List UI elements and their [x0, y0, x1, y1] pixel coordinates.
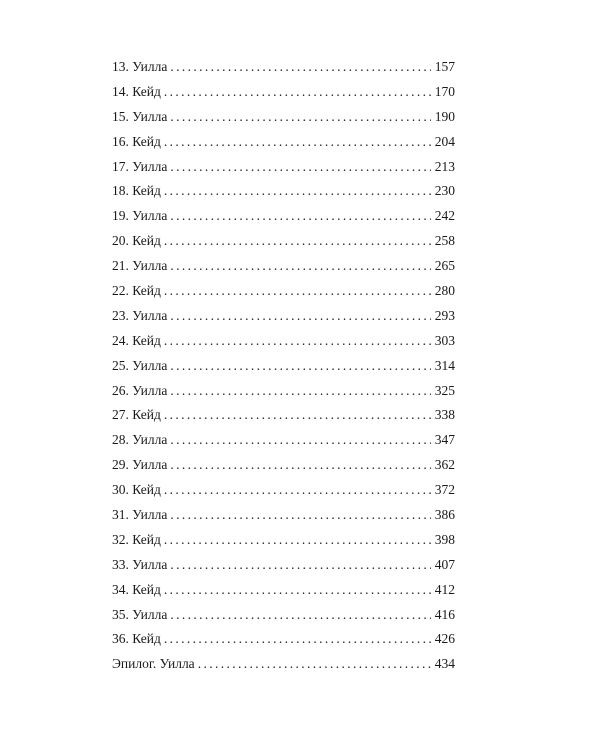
toc-entry[interactable] [112, 55, 455, 80]
toc-leader-dots [164, 528, 431, 553]
toc-entry[interactable] [112, 453, 455, 478]
toc-leader-dots [170, 453, 430, 478]
toc-entry-page-number: 303 [434, 332, 455, 348]
toc-entry-page-number: 434 [434, 656, 455, 672]
toc-entry-title: 28. Уилла [112, 432, 168, 448]
toc-entry[interactable] [112, 428, 455, 453]
toc-entry-page-number: 412 [434, 581, 455, 597]
toc-entry-title: 34. Кейд [112, 581, 161, 597]
toc-entry[interactable] [112, 627, 455, 652]
toc-entry[interactable] [112, 528, 455, 553]
toc-leader-dots [170, 603, 430, 628]
toc-entry-page-number: 314 [434, 357, 455, 373]
toc-entry-page-number: 386 [434, 507, 455, 523]
toc-leader-dots [170, 254, 430, 279]
toc-entry[interactable] [112, 80, 455, 105]
toc-entry-title: 26. Уилла [112, 382, 168, 398]
toc-entry[interactable] [112, 179, 455, 204]
toc-entry[interactable] [112, 403, 455, 428]
toc-leader-dots [170, 55, 430, 80]
toc-leader-dots [170, 155, 430, 180]
toc-entry-title: 18. Кейд [112, 183, 161, 199]
toc-entry[interactable] [112, 155, 455, 180]
toc-leader-dots [198, 652, 431, 677]
toc-leader-dots [164, 403, 431, 428]
toc-leader-dots [170, 379, 430, 404]
toc-entry-title: 32. Кейд [112, 531, 161, 547]
toc-entry[interactable] [112, 279, 455, 304]
toc-entry-page-number: 204 [434, 133, 455, 149]
toc-entry-page-number: 190 [434, 108, 455, 124]
toc-entry-page-number: 372 [434, 482, 455, 498]
toc-entry-page-number: 398 [434, 531, 455, 547]
toc-entry-title: 24. Кейд [112, 332, 161, 348]
toc-entry-page-number: 280 [434, 283, 455, 299]
toc-entry-title: 14. Кейд [112, 83, 161, 99]
toc-entry[interactable] [112, 578, 455, 603]
toc-leader-dots [164, 329, 431, 354]
toc-entry[interactable] [112, 105, 455, 130]
toc-entry[interactable] [112, 553, 455, 578]
toc-leader-dots [170, 428, 430, 453]
toc-entry[interactable] [112, 603, 455, 628]
toc-leader-dots [164, 130, 431, 155]
toc-entry-title: 30. Кейд [112, 482, 161, 498]
toc-entry[interactable] [112, 329, 455, 354]
toc-entry-page-number: 293 [434, 307, 455, 323]
toc-leader-dots [170, 354, 430, 379]
toc-entry-title: 13. Уилла [112, 59, 168, 74]
toc-leader-dots [164, 80, 431, 105]
toc-leader-dots [164, 578, 431, 603]
toc-entry-page-number: 426 [434, 631, 455, 647]
toc-entry[interactable] [112, 130, 455, 155]
toc-entry-page-number: 213 [434, 158, 455, 174]
toc-entry-page-number: 338 [434, 407, 455, 423]
toc-leader-dots [164, 179, 431, 204]
toc-entry[interactable] [112, 229, 455, 254]
toc-entry-title: 35. Уилла [112, 606, 168, 622]
toc-leader-dots [164, 279, 431, 304]
toc-entry-page-number: 416 [434, 606, 455, 622]
toc-entry-title: 20. Кейд [112, 233, 161, 249]
toc-entry-page-number: 230 [434, 183, 455, 199]
toc-leader-dots [170, 204, 430, 229]
toc-entry-title: Эпилог. Уилла [112, 656, 195, 672]
toc-leader-dots [164, 478, 431, 503]
toc-entry-title: 21. Уилла [112, 258, 168, 274]
toc-entry-page-number: 347 [434, 432, 455, 448]
toc-entry-page-number: 407 [434, 556, 455, 572]
toc-leader-dots [170, 503, 430, 528]
toc-entry-title: 31. Уилла [112, 507, 168, 523]
toc-entry-page-number: 362 [434, 457, 455, 473]
toc-entry-title: 25. Уилла [112, 357, 168, 373]
toc-entry[interactable] [112, 478, 455, 503]
toc-entry-title: 36. Кейд [112, 631, 161, 647]
toc-entry-title: 16. Кейд [112, 133, 161, 149]
toc-leader-dots [164, 229, 431, 254]
toc-leader-dots [170, 304, 430, 329]
toc-entry-page-number: 265 [434, 258, 455, 274]
toc-entry[interactable] [112, 652, 455, 677]
toc-leader-dots [170, 553, 430, 578]
toc-entry-page-number: 242 [434, 208, 455, 224]
toc-entry[interactable] [112, 503, 455, 528]
toc-entry-title: 22. Кейд [112, 283, 161, 299]
toc-entry-page-number: 170 [434, 83, 455, 99]
toc-entry[interactable] [112, 304, 455, 329]
toc-entry-page-number: 258 [434, 233, 455, 249]
toc-entry-title: 27. Кейд [112, 407, 161, 423]
toc-entry-title: 29. Уилла [112, 457, 168, 473]
toc-entry-title: 19. Уилла [112, 208, 168, 224]
toc-leader-dots [170, 105, 430, 130]
toc-entry-page-number: 157 [434, 59, 455, 74]
toc-entry[interactable] [112, 204, 455, 229]
toc-entry[interactable] [112, 254, 455, 279]
toc-entry-title: 23. Уилла [112, 307, 168, 323]
toc-leader-dots [164, 627, 431, 652]
toc-entry-title: 17. Уилла [112, 158, 168, 174]
toc-entry[interactable] [112, 354, 455, 379]
toc-entry-title: 15. Уилла [112, 108, 168, 124]
table-of-contents [112, 55, 455, 677]
toc-entry-page-number: 325 [434, 382, 455, 398]
toc-entry-title: 33. Уилла [112, 556, 168, 572]
toc-entry[interactable] [112, 379, 455, 404]
